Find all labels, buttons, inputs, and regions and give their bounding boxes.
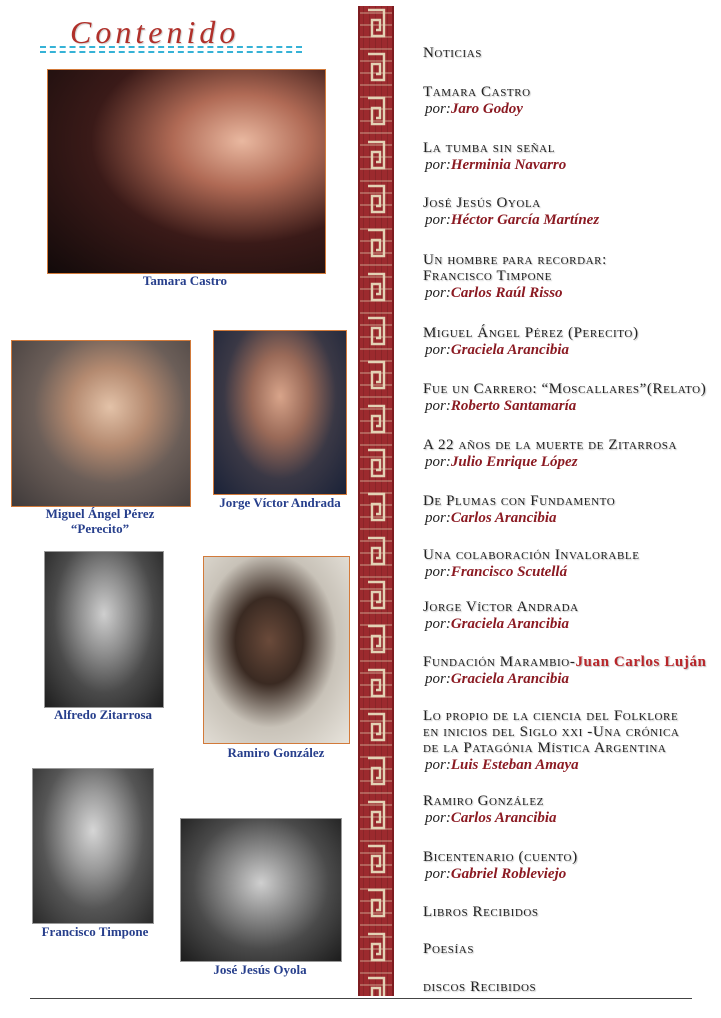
toc-entry-tamara-castro[interactable] bbox=[423, 84, 718, 118]
author-name: Roberto Santamaría bbox=[450, 398, 577, 414]
author-prefix: por: bbox=[425, 510, 451, 526]
entry-title-line2: Francisco Timpone bbox=[423, 268, 552, 284]
author-prefix: por: bbox=[425, 671, 451, 687]
entry-title: Lo propio de la ciencia del Folklore bbox=[423, 708, 679, 724]
entry-author bbox=[423, 284, 718, 302]
entry-title: Jorge Víctor Andrada bbox=[423, 599, 579, 615]
toc-entry-miguel-angel-perez[interactable] bbox=[423, 325, 718, 359]
entry-title: Fue un Carrero: “Moscallares”(Relato) bbox=[423, 381, 707, 397]
decorative-woven-strip bbox=[358, 6, 394, 996]
author-name: Luis Esteban Amaya bbox=[450, 757, 579, 773]
entry-author bbox=[423, 100, 718, 118]
author-prefix: por: bbox=[425, 757, 451, 773]
entry-title: José Jesús Oyola bbox=[423, 195, 541, 211]
entry-title: Libros Recibidos bbox=[423, 904, 539, 920]
author-prefix: por: bbox=[425, 454, 451, 470]
photo-jose-jesus-oyola bbox=[180, 818, 342, 962]
author-prefix: por: bbox=[425, 101, 451, 117]
author-name: Herminia Navarro bbox=[450, 157, 567, 173]
author-name: Carlos Arancibia bbox=[450, 810, 557, 826]
toc-entry-de-plumas[interactable] bbox=[423, 493, 718, 527]
photo-alfredo-zitarrosa bbox=[44, 551, 164, 708]
caption-jorge-victor-andrada: Jorge Víctor Andrada bbox=[219, 495, 341, 510]
toc-entry-zitarrosa[interactable] bbox=[423, 437, 718, 471]
entry-author bbox=[423, 563, 718, 581]
toc-entry-ramiro-gonzalez[interactable] bbox=[423, 793, 718, 827]
author-name: Héctor García Martínez bbox=[450, 212, 600, 228]
toc-entry-noticias[interactable] bbox=[423, 45, 718, 61]
toc-entry-folklore[interactable] bbox=[423, 708, 718, 774]
toc-entry-la-tumba[interactable] bbox=[423, 140, 718, 174]
photo-ramiro-gonzalez bbox=[203, 556, 350, 744]
author-prefix: por: bbox=[425, 212, 451, 228]
author-name: Gabriel Robleviejo bbox=[450, 866, 567, 882]
author-prefix: por: bbox=[425, 342, 451, 358]
entry-author bbox=[423, 756, 718, 774]
entry-author bbox=[423, 615, 718, 633]
entry-author bbox=[423, 670, 718, 688]
toc-entry-poesias[interactable] bbox=[423, 941, 718, 957]
entry-title: Un hombre para recordar: bbox=[423, 252, 607, 268]
entry-author bbox=[423, 341, 718, 359]
author-prefix: por: bbox=[425, 398, 451, 414]
toc-entry-colaboracion[interactable] bbox=[423, 547, 718, 581]
entry-title: La tumba sin señal bbox=[423, 140, 556, 156]
entry-author bbox=[423, 509, 718, 527]
caption-alfredo-zitarrosa: Alfredo Zitarrosa bbox=[53, 707, 153, 722]
author-prefix: por: bbox=[425, 616, 451, 632]
entry-title-line2: en inicios del Siglo xxi -Una crónica bbox=[423, 724, 680, 740]
author-prefix: por: bbox=[425, 810, 451, 826]
caption-ramiro-gonzalez: Ramiro González bbox=[227, 745, 325, 760]
caption-tamara-castro: Tamara Castro bbox=[142, 273, 228, 288]
toc-entry-jose-jesus-oyola[interactable] bbox=[423, 195, 718, 229]
toc-entry-fue-un-carrero[interactable] bbox=[423, 381, 718, 415]
page-title: Contenido bbox=[70, 14, 240, 50]
entry-title: Tamara Castro bbox=[423, 84, 531, 100]
entry-author bbox=[423, 156, 718, 174]
photo-francisco-timpone bbox=[32, 768, 154, 924]
author-prefix: por: bbox=[425, 157, 451, 173]
author-name: Graciela Arancibia bbox=[450, 616, 570, 632]
entry-title: A 22 años de la muerte de Zitarrosa bbox=[423, 437, 678, 453]
author-prefix: por: bbox=[425, 285, 451, 301]
author-name: Carlos Raúl Risso bbox=[450, 285, 563, 301]
entry-title-highlight: Juan Carlos Luján bbox=[575, 654, 707, 670]
caption-jose-jesus-oyola: José Jesús Oyola bbox=[213, 962, 307, 977]
photo-miguel-angel-perez bbox=[11, 340, 191, 507]
bottom-divider bbox=[30, 998, 692, 999]
author-name: Carlos Arancibia bbox=[450, 510, 557, 526]
title-underline bbox=[40, 51, 302, 53]
entry-title: De Plumas con Fundamento bbox=[423, 493, 616, 509]
entry-title: Poesías bbox=[423, 941, 475, 957]
author-prefix: por: bbox=[425, 564, 451, 580]
entry-author bbox=[423, 865, 718, 883]
author-name: Jaro Godoy bbox=[450, 101, 523, 117]
author-name: Graciela Arancibia bbox=[450, 342, 570, 358]
caption-line: “Perecito” bbox=[70, 521, 130, 536]
entry-author bbox=[423, 453, 718, 471]
entry-title bbox=[423, 654, 718, 670]
caption-miguel-angel-perez bbox=[12, 506, 188, 536]
entry-author bbox=[423, 397, 718, 415]
toc-entry-francisco-timpone[interactable] bbox=[423, 252, 718, 302]
entry-title-line3: de la Patagónia Mística Argentina bbox=[423, 740, 667, 756]
author-name: Julio Enrique López bbox=[450, 454, 578, 470]
entry-title: Bicentenario (cuento) bbox=[423, 849, 578, 865]
entry-title: Noticias bbox=[423, 45, 483, 61]
toc-entry-bicentenario[interactable] bbox=[423, 849, 718, 883]
author-name: Francisco Scutellá bbox=[450, 564, 568, 580]
greek-key-pattern-icon bbox=[362, 6, 390, 996]
toc-entry-discos-recibidos[interactable] bbox=[423, 979, 718, 995]
caption-francisco-timpone: Francisco Timpone bbox=[41, 924, 149, 939]
entry-author bbox=[423, 211, 718, 229]
entry-author bbox=[423, 809, 718, 827]
entry-title: Ramiro González bbox=[423, 793, 544, 809]
photo-jorge-victor-andrada bbox=[213, 330, 347, 495]
photo-tamara-castro bbox=[47, 69, 326, 274]
entry-title: Miguel Ángel Pérez (Perecito) bbox=[423, 325, 639, 341]
entry-title: Una colaboración Invalorable bbox=[423, 547, 640, 563]
toc-entry-jorge-victor-andrada[interactable] bbox=[423, 599, 718, 633]
toc-entry-fundacion-marambio[interactable] bbox=[423, 654, 718, 688]
entry-title-text: Fundación Marambio- bbox=[423, 654, 576, 670]
author-name: Graciela Arancibia bbox=[450, 671, 570, 687]
toc-entry-libros-recibidos[interactable] bbox=[423, 904, 718, 920]
caption-line: Miguel Ángel Pérez bbox=[45, 506, 155, 521]
author-prefix: por: bbox=[425, 866, 451, 882]
title-underline bbox=[40, 46, 302, 48]
entry-title: discos Recibidos bbox=[423, 979, 537, 995]
